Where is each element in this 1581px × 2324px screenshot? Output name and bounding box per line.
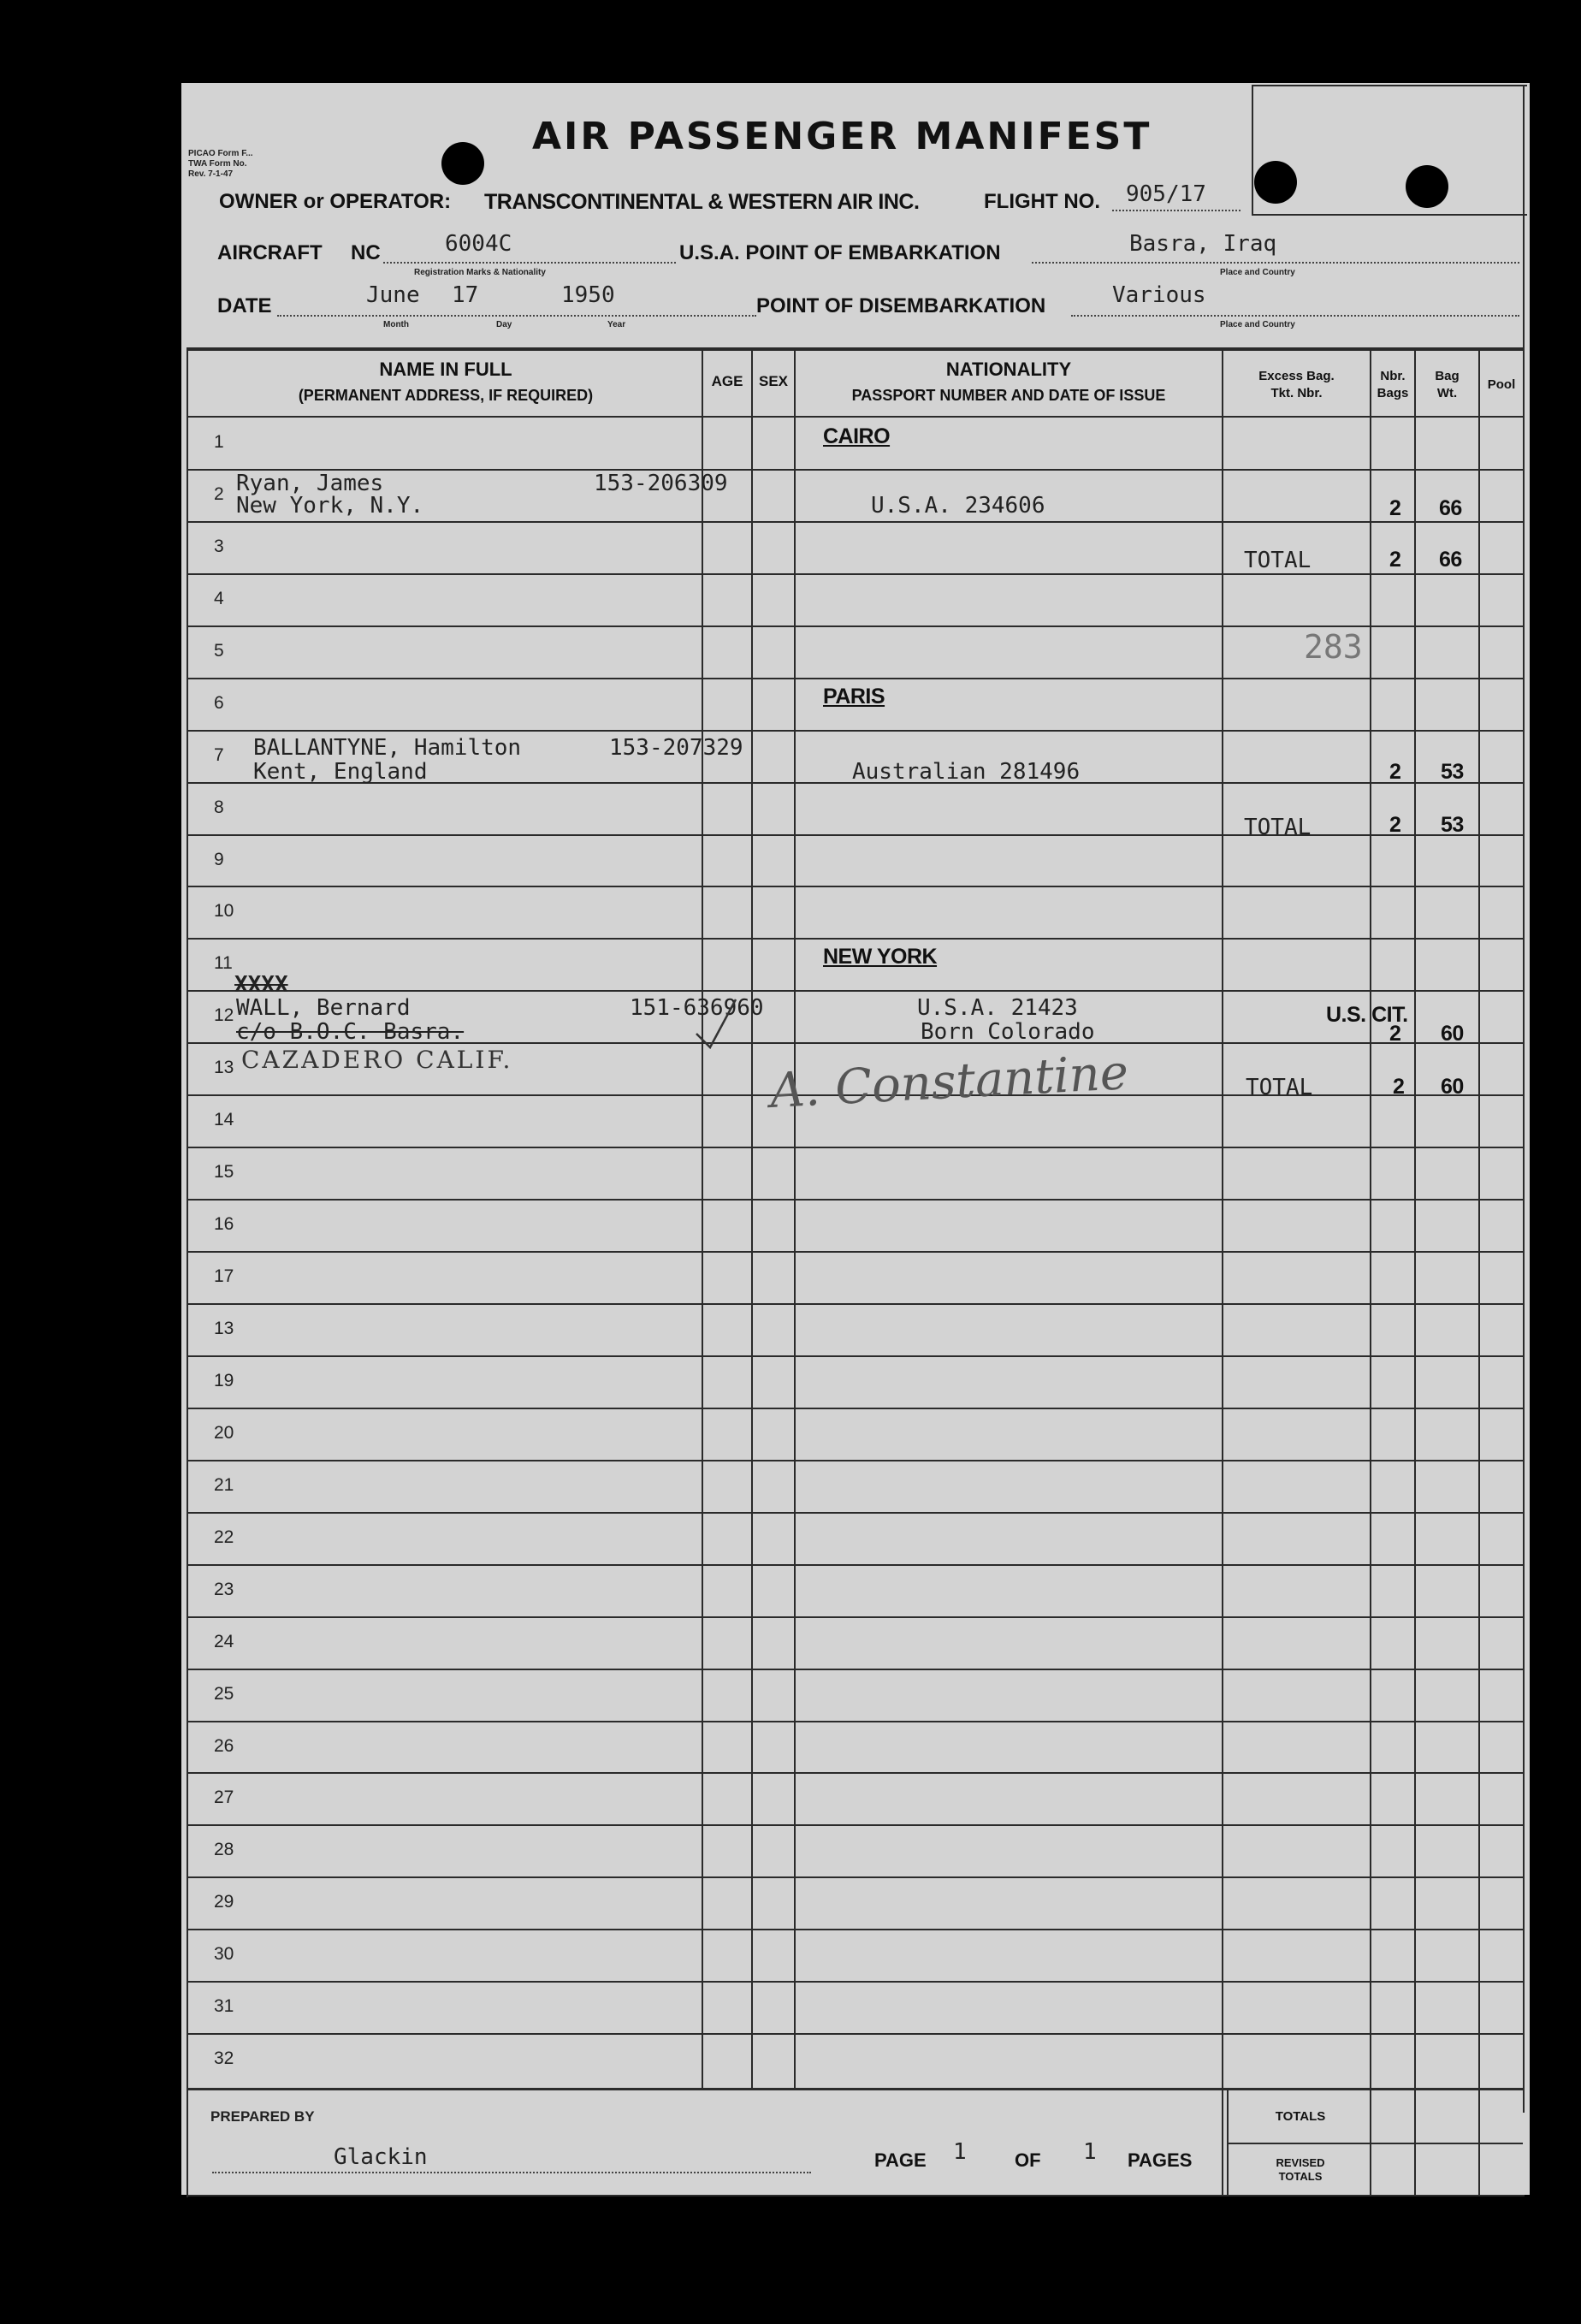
row-number: 22	[214, 1527, 234, 1547]
row-number: 17	[214, 1266, 234, 1286]
row-divider	[188, 573, 1523, 575]
row-divider	[188, 1460, 1523, 1461]
row-divider	[188, 938, 1523, 940]
col-line-age	[702, 347, 703, 2089]
row-number: 11	[214, 953, 233, 973]
row-number: 27	[214, 1787, 234, 1807]
footer-top-border	[187, 2088, 1525, 2090]
aircraft-caption: Registration Marks & Nationality	[414, 268, 546, 277]
row-number: 25	[214, 1684, 234, 1704]
row-number: 3	[214, 537, 224, 556]
header-excess: Excess Bag.	[1258, 369, 1335, 383]
ryan-ticket: 153-206309	[594, 471, 728, 496]
page-title: AIR PASSENGER MANIFEST	[532, 115, 1152, 158]
flight-box-bottom	[1252, 214, 1527, 216]
row-number: 24	[214, 1632, 234, 1651]
row-number: 30	[214, 1944, 234, 1964]
date-day: 17	[452, 282, 479, 308]
row-number: 12	[214, 1005, 234, 1025]
total-paris-bags: 2	[1389, 813, 1401, 837]
row-divider	[188, 1408, 1523, 1409]
row-divider	[188, 990, 1523, 992]
row-divider	[188, 678, 1523, 679]
row-number: 2	[214, 484, 224, 504]
row-number: 5	[214, 641, 224, 661]
row-number: 16	[214, 1214, 234, 1234]
row-number: 14	[214, 1110, 234, 1129]
ballantyne-ticket: 153-207329	[609, 735, 743, 761]
row-number: 20	[214, 1423, 234, 1443]
col-line-wt	[1414, 347, 1416, 2196]
of-label: OF	[1015, 2149, 1041, 2171]
row-divider	[188, 1147, 1523, 1148]
row-number: 19	[214, 1371, 234, 1390]
totals-label: TOTALS	[1275, 2109, 1326, 2124]
row-number: 23	[214, 1580, 234, 1599]
form-number-2: TWA Form No.	[188, 159, 247, 169]
destination-new-york: NEW YORK	[823, 945, 938, 969]
ballantyne-bags: 2	[1389, 760, 1401, 784]
ryan-bags: 2	[1389, 496, 1401, 520]
date-year: 1950	[561, 282, 615, 308]
total-paris-label: TOTAL	[1244, 815, 1312, 840]
embark-caption: Place and Country	[1220, 268, 1295, 277]
date-caption-day: Day	[496, 320, 512, 329]
wall-address-handwritten: CAZADERO CALIF.	[241, 1046, 513, 1074]
disembark-caption: Place and Country	[1220, 320, 1295, 329]
flight-value: 905/17	[1126, 181, 1206, 207]
total-new-york-weight: 60	[1441, 1075, 1464, 1099]
row-divider	[188, 625, 1523, 627]
total-new-york-bags: 2	[1393, 1075, 1405, 1099]
row-number: 6	[214, 693, 224, 713]
row-divider	[188, 1772, 1523, 1774]
footer-totals-divider	[1227, 2143, 1523, 2144]
header-age: AGE	[711, 373, 743, 389]
row-divider	[188, 1564, 1523, 1566]
row-number: 9	[214, 850, 224, 869]
date-label: DATE	[217, 294, 272, 317]
revised-totals-label: TOTALS	[1278, 2170, 1323, 2183]
disembark-dots	[1071, 315, 1519, 317]
row-divider	[188, 834, 1523, 836]
row-number: 21	[214, 1475, 234, 1495]
row-divider	[188, 2033, 1523, 2035]
prepared-by-value: Glackin	[334, 2144, 428, 2170]
owner-value: TRANSCONTINENTAL & WESTERN AIR INC.	[484, 190, 920, 214]
header-name-full: NAME IN FULL	[379, 359, 512, 380]
col-line-pool	[1478, 347, 1480, 2196]
flight-box-top	[1252, 85, 1527, 86]
total-cairo-label: TOTAL	[1244, 548, 1312, 573]
row-number: 26	[214, 1736, 234, 1756]
note-283: 283	[1304, 628, 1363, 666]
aircraft-prefix: NC	[351, 241, 381, 264]
wall-ticket: 151-636960	[630, 995, 764, 1021]
form-number-3: Rev. 7-1-47	[188, 169, 234, 179]
header-passport: PASSPORT NUMBER AND DATE OF ISSUE	[851, 387, 1166, 404]
row-number: 13	[214, 1319, 234, 1338]
total-cairo-bags: 2	[1389, 548, 1401, 572]
date-caption-month: Month	[383, 320, 409, 329]
wall-address-struck: c/o B.O.C. Basra.	[236, 1019, 465, 1045]
date-month: June	[366, 282, 420, 308]
sheet-right-border	[1523, 85, 1525, 2113]
page-value: 1	[953, 2139, 967, 2165]
row-number: 1	[214, 432, 224, 452]
destination-cairo: CAIRO	[823, 424, 891, 448]
of-value: 1	[1083, 2139, 1097, 2165]
row-divider	[188, 1876, 1523, 1878]
row-divider	[188, 1616, 1523, 1618]
wall-excess-note: U.S. CIT.	[1326, 1003, 1408, 1027]
row-divider	[188, 1929, 1523, 1930]
wall-passport: U.S.A. 21423	[917, 995, 1078, 1021]
row-divider	[188, 521, 1523, 523]
flight-dots	[1112, 210, 1241, 211]
aircraft-dots	[383, 262, 676, 264]
row-divider	[188, 1251, 1523, 1253]
flight-label: FLIGHT NO.	[984, 190, 1100, 213]
col-line-nationality	[794, 347, 796, 2089]
ballantyne-weight: 53	[1441, 760, 1464, 784]
row-number: 31	[214, 1996, 234, 2016]
row-divider	[188, 1355, 1523, 1357]
embark-value: Basra, Iraq	[1129, 231, 1277, 257]
header-excess-tkt: Tkt. Nbr.	[1270, 386, 1323, 400]
header-nationality: NATIONALITY	[945, 359, 1072, 380]
wall-born: Born Colorado	[921, 1019, 1095, 1045]
revised-label: REVISED	[1276, 2156, 1325, 2169]
row-number: 28	[214, 1840, 234, 1859]
header-name-addr: (PERMANENT ADDRESS, IF REQUIRED)	[298, 387, 594, 404]
header-bottom-border	[187, 416, 1525, 418]
date-caption-year: Year	[607, 320, 626, 329]
row-number: 29	[214, 1892, 234, 1912]
aircraft-label: AIRCRAFT	[217, 241, 323, 264]
ballantyne-name: BALLANTYNE, Hamilton	[253, 735, 522, 761]
prepared-dots	[212, 2172, 811, 2173]
table-top-border	[187, 347, 1525, 351]
destination-paris: PARIS	[823, 685, 885, 708]
header-bags: Bags	[1377, 386, 1409, 400]
wall-weight: 60	[1441, 1022, 1464, 1046]
col-line-nbr	[1370, 347, 1371, 2196]
row-number: 8	[214, 797, 224, 817]
ryan-name: Ryan, James	[236, 471, 384, 496]
ryan-address: New York, N.Y.	[236, 493, 424, 519]
row-number: 13	[214, 1058, 234, 1077]
form-number-1: PICAO Form F...	[188, 149, 253, 158]
wall-bags: 2	[1389, 1022, 1401, 1046]
aircraft-value: 6004C	[445, 231, 512, 257]
row-divider	[188, 1721, 1523, 1722]
prepared-by-label: PREPARED BY	[210, 2108, 315, 2125]
row-divider	[188, 469, 1523, 471]
ryan-passport: U.S.A. 234606	[871, 493, 1045, 519]
row-divider	[188, 1981, 1523, 1983]
punch-hole-1	[441, 142, 484, 185]
row-divider	[188, 1512, 1523, 1514]
ballantyne-passport: Australian 281496	[852, 759, 1081, 785]
ballantyne-address: Kent, England	[253, 759, 428, 785]
header-nbr: Nbr.	[1380, 369, 1406, 383]
owner-label: OWNER or OPERATOR:	[219, 190, 452, 213]
wall-struck-text: XXXX	[234, 972, 288, 998]
disembark-value: Various	[1112, 282, 1206, 308]
row-divider	[188, 886, 1523, 887]
row-number: 32	[214, 2048, 234, 2068]
row-number: 7	[214, 745, 224, 765]
row-divider	[188, 1824, 1523, 1826]
embark-label: U.S.A. POINT OF EMBARKATION	[679, 241, 1001, 264]
header-sex: SEX	[758, 373, 789, 389]
pages-label: PAGES	[1128, 2149, 1193, 2171]
disembark-label: POINT OF DISEMBARKATION	[756, 294, 1046, 317]
row-divider	[188, 1303, 1523, 1305]
punch-hole-3	[1406, 165, 1448, 208]
footer-bottom-border	[187, 2195, 1525, 2197]
header-pool: Pool	[1487, 377, 1516, 392]
embark-dots	[1032, 262, 1519, 264]
wall-name: WALL, Bernard	[236, 995, 411, 1021]
header-wt: Wt.	[1436, 386, 1458, 400]
date-dots	[277, 315, 756, 317]
page-label: PAGE	[874, 2149, 927, 2171]
header-bag: Bag	[1435, 369, 1460, 383]
row-number: 4	[214, 589, 224, 608]
punch-hole-2	[1254, 161, 1297, 204]
row-number: 15	[214, 1162, 234, 1182]
check-mark-icon	[691, 996, 743, 1051]
signature: A. Constantine	[768, 1045, 1130, 1119]
row-divider	[188, 730, 1523, 732]
col-line-sex	[751, 347, 753, 2089]
col-line-excess	[1222, 347, 1223, 2196]
total-paris-weight: 53	[1441, 813, 1464, 837]
row-number: 10	[214, 901, 234, 921]
total-cairo-weight: 66	[1439, 548, 1462, 572]
row-divider	[188, 1669, 1523, 1670]
row-divider	[188, 1199, 1523, 1201]
ryan-weight: 66	[1439, 496, 1462, 520]
flight-box-left	[1252, 85, 1253, 215]
total-new-york-label: TOTAL	[1246, 1075, 1313, 1100]
